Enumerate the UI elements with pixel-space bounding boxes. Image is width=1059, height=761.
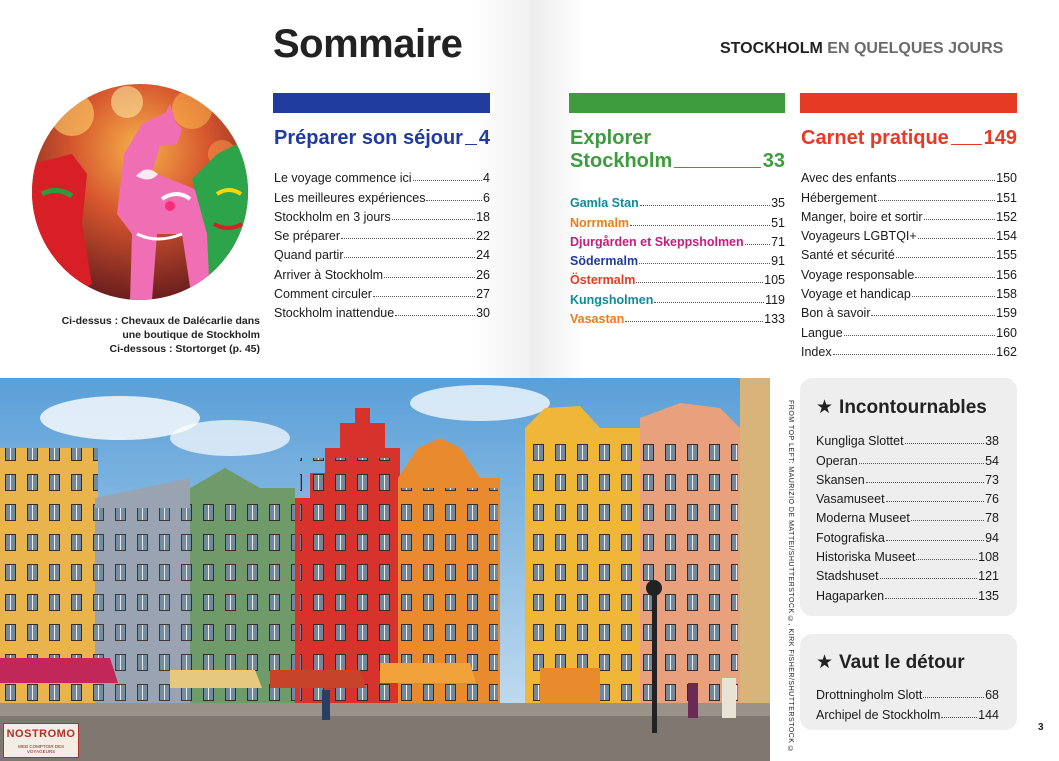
- section-bar-red: [800, 93, 1017, 113]
- toc-entry[interactable]: Djurgården et Skeppsholmen 71: [570, 234, 785, 249]
- dala-horses-photo: [32, 84, 248, 300]
- toc-entry[interactable]: Hébergement 151: [801, 190, 1017, 205]
- toc-entry[interactable]: Index 162: [801, 344, 1017, 359]
- photo-credit: FROM TOP LEFT: MAURIZIO DE MATTEI/SHUTTERSTOCK ©, KIRK FISHER/SHUTTERSTOCK ©: [787, 400, 794, 754]
- section-page: 33: [762, 150, 785, 172]
- toc-entry[interactable]: Le voyage commence ici 4: [274, 171, 490, 186]
- section-heading-carnet[interactable]: [801, 127, 1017, 150]
- section-title: Préparer son séjour: [274, 127, 463, 149]
- caption-line: Ci-dessus : Chevaux de Dalécarlie dans: [61, 315, 260, 327]
- toc-entry[interactable]: Les meilleures expériences 6: [274, 190, 490, 205]
- section-bar-blue: [273, 93, 490, 113]
- toc-entry[interactable]: Stadshuset 121: [816, 569, 999, 584]
- toc-entry[interactable]: Moderna Museet 78: [816, 511, 999, 526]
- toc-entry[interactable]: Kungsholmen 119: [570, 292, 785, 307]
- toc-entry[interactable]: Drottningholm Slott 68: [816, 688, 999, 703]
- photo-caption: [40, 314, 260, 356]
- incontournables-title: Incontournables: [839, 396, 987, 418]
- toc-entry[interactable]: Voyage responsable 156: [801, 267, 1017, 282]
- section-page: 4: [478, 127, 490, 149]
- logo-name: NOSTROMO: [6, 728, 76, 740]
- toc-entry[interactable]: Stockholm inattendue 30: [274, 306, 490, 321]
- section-heading-explorer[interactable]: [570, 127, 785, 173]
- toc-entry[interactable]: Voyage et handicap 158: [801, 287, 1017, 302]
- vaut-le-detour-title: Vaut le détour: [839, 651, 965, 673]
- toc-entry[interactable]: Kungliga Slottet 38: [816, 434, 999, 449]
- incontournables-box: [800, 378, 1017, 616]
- toc-entry[interactable]: Se préparer 22: [274, 229, 490, 244]
- toc-entry[interactable]: Vasamuseet 76: [816, 492, 999, 507]
- section-page: 149: [983, 127, 1017, 149]
- incontournables-list: [816, 429, 999, 603]
- incontournables-heading: [816, 396, 987, 419]
- nostromo-logo: [3, 723, 79, 758]
- toc-entry[interactable]: Avec des enfants 150: [801, 171, 1017, 186]
- guide-kicker: [720, 40, 1003, 58]
- toc-list-preparer: [274, 166, 490, 320]
- toc-entry[interactable]: Fotografiska 94: [816, 530, 999, 545]
- toc-entry[interactable]: Hagaparken 135: [816, 588, 999, 603]
- caption-line: une boutique de Stockholm: [122, 329, 260, 341]
- star-icon: ★: [816, 397, 834, 418]
- toc-entry[interactable]: Gamla Stan 35: [570, 196, 785, 211]
- star-icon: ★: [816, 652, 834, 673]
- toc-entry[interactable]: Arriver à Stockholm 26: [274, 267, 490, 282]
- toc-entry[interactable]: Manger, boire et sortir 152: [801, 209, 1017, 224]
- stortorget-photo: [0, 378, 770, 761]
- section-bar-green: [569, 93, 785, 113]
- toc-entry[interactable]: Skansen 73: [816, 472, 999, 487]
- vaut-le-detour-list: [816, 683, 999, 722]
- logo-tagline: WEB COMPTOIR DES VOYAGEURS: [17, 744, 65, 754]
- section-title: Carnet pratique: [801, 127, 949, 149]
- caption-line: Ci-dessous : Stortorget (p. 45): [109, 343, 260, 355]
- page-number: 3: [1038, 722, 1044, 733]
- toc-entry[interactable]: Santé et sécurité 155: [801, 248, 1017, 263]
- toc-list-explorer: [570, 191, 785, 326]
- toc-entry[interactable]: Bon à savoir 159: [801, 306, 1017, 321]
- section-title-line2: Stockholm: [570, 150, 673, 172]
- toc-entry[interactable]: Operan 54: [816, 453, 999, 468]
- toc-entry[interactable]: Comment circuler 27: [274, 287, 490, 302]
- section-title-line1: Explorer: [570, 127, 652, 149]
- toc-entry[interactable]: Langue 160: [801, 325, 1017, 340]
- kicker-city: STOCKHOLM: [720, 40, 823, 57]
- toc-entry[interactable]: Quand partir 24: [274, 248, 490, 263]
- toc-entry[interactable]: Östermalm 105: [570, 273, 785, 288]
- toc-entry[interactable]: Södermalm 91: [570, 254, 785, 269]
- toc-entry[interactable]: Voyageurs LGBTQI+ 154: [801, 229, 1017, 244]
- vaut-le-detour-box: [800, 634, 1017, 730]
- toc-entry[interactable]: Norrmalm 51: [570, 215, 785, 230]
- toc-entry[interactable]: Archipel de Stockholm 144: [816, 707, 999, 722]
- section-heading-preparer[interactable]: [274, 127, 490, 150]
- toc-entry[interactable]: Stockholm en 3 jours 18: [274, 209, 490, 224]
- vaut-le-detour-heading: [816, 651, 965, 674]
- toc-entry[interactable]: Historiska Museet 108: [816, 550, 999, 565]
- kicker-subtitle: EN QUELQUES JOURS: [827, 40, 1004, 57]
- toc-list-carnet: [801, 166, 1017, 359]
- toc-entry[interactable]: Vasastan 133: [570, 312, 785, 327]
- page-title: Sommaire: [273, 22, 463, 66]
